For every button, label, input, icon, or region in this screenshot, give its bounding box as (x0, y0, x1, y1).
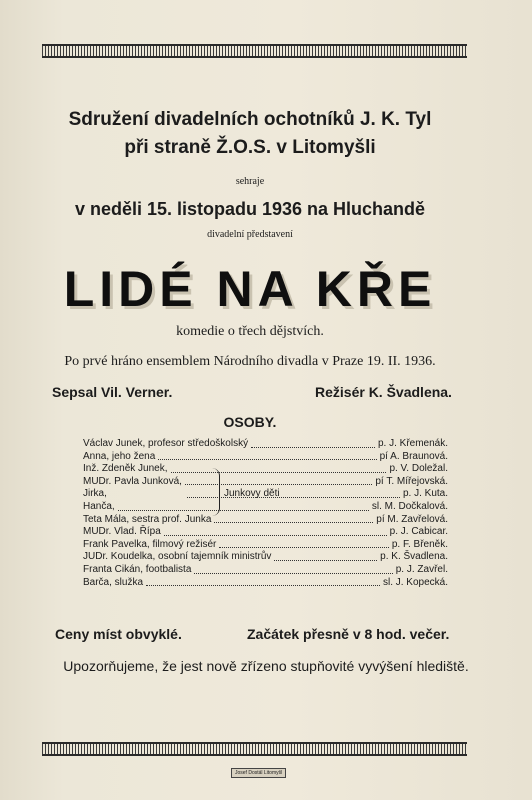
cast-role: MUDr. Vlad. Řípa (83, 526, 161, 538)
ticket-prices: Ceny míst obvyklé. (55, 626, 182, 642)
printer-imprint: Josef Dostál Litomyšl (231, 768, 286, 778)
author-credit: Sepsal Vil. Verner. (52, 384, 173, 400)
organizer-line-1: Sdružení divadelních ochotníků J. K. Tyl (68, 109, 432, 130)
bottom-decorative-rule (42, 742, 467, 756)
seating-notice: Upozorňujeme, že jest nově zřízeno stupňovité vyvýšení hlediště. (63, 658, 469, 674)
cast-actor: p. J. Zavřel. (395, 563, 448, 575)
cast-role: Hanča, (83, 500, 115, 512)
leader-dots (146, 584, 380, 586)
cast-actor: pí A. Braunová. (379, 450, 448, 462)
cast-row (83, 463, 448, 476)
cast-actor: p. V. Doležal. (389, 463, 448, 475)
cast-role: Jirka, (83, 488, 107, 500)
cast-row (83, 451, 448, 464)
performance-date: v neděli 15. listopadu 1936 na Hluchandě (74, 199, 426, 219)
premiere-note: Po prvé hráno ensemblem Národního divadla v Praze 19. II. 1936. (64, 354, 436, 369)
director-credit: Režisér K. Švadlena. (315, 384, 452, 400)
cast-row (83, 476, 448, 489)
cast-role: Teta Mála, sestra prof. Junka (83, 513, 212, 525)
cast-row (83, 526, 448, 539)
cast-actor: p. J. Kuta. (402, 488, 448, 500)
cast-role: Anna, jeho žena (83, 450, 156, 462)
cast-row (83, 438, 448, 451)
cast-actor: pí T. Mířejovská. (375, 475, 448, 487)
leader-dots (219, 546, 388, 548)
leader-dots (158, 458, 376, 460)
leader-dots (251, 446, 375, 448)
start-time: Začátek přesně v 8 hod. večer. (247, 626, 450, 642)
cast-role: JUDr. Koudelka, osobní tajemník ministrův (83, 551, 272, 563)
leader-dots (214, 521, 373, 523)
cast-row (83, 539, 448, 552)
cast-role: MUDr. Pavla Junková, (83, 475, 182, 487)
children-label: Junkovy děti (224, 488, 280, 499)
cast-actor: sl. M. Dočkalová. (371, 500, 448, 512)
cast-heading: OSOBY. (223, 414, 277, 430)
leader-dots (274, 559, 377, 561)
cast-row (83, 551, 448, 564)
cast-actor: sl. J. Kopecká. (382, 576, 448, 588)
cast-row (83, 564, 448, 577)
cast-actor: p. F. Břeněk. (391, 538, 448, 550)
cast-row (83, 514, 448, 527)
presents-text: divadelní představení (207, 229, 293, 240)
cast-actor: p. K. Švadlena. (380, 551, 448, 563)
leader-dots (164, 534, 387, 536)
organizer-line-2: při straně Ž.O.S. v Litomyšli (124, 137, 376, 158)
children-brace (211, 468, 220, 516)
cast-role: Barča, služka (83, 576, 144, 588)
leader-dots (194, 572, 392, 574)
cast-actor: p. J. Cabicar. (389, 526, 448, 538)
performs-text: sehraje (235, 176, 265, 187)
play-subtitle: komedie o třech dějstvích. (176, 324, 324, 339)
cast-actor: p. J. Křemenák. (377, 438, 448, 449)
cast-list (83, 438, 448, 589)
top-decorative-rule (42, 44, 467, 58)
cast-role: Václav Junek, profesor středoškolský (83, 438, 249, 449)
cast-row (83, 577, 448, 590)
cast-row (83, 501, 448, 514)
leader-dots (118, 509, 369, 511)
leader-dots (171, 471, 387, 473)
cast-actor: pí M. Zavřelová. (376, 513, 448, 525)
cast-role: Inž. Zdeněk Junek, (83, 463, 168, 475)
cast-role: Franta Cikán, footbalista (83, 563, 192, 575)
cast-role: Frank Pavelka, filmový režisér (83, 538, 217, 550)
play-title: LIDÉ NA KŘE (63, 261, 437, 317)
